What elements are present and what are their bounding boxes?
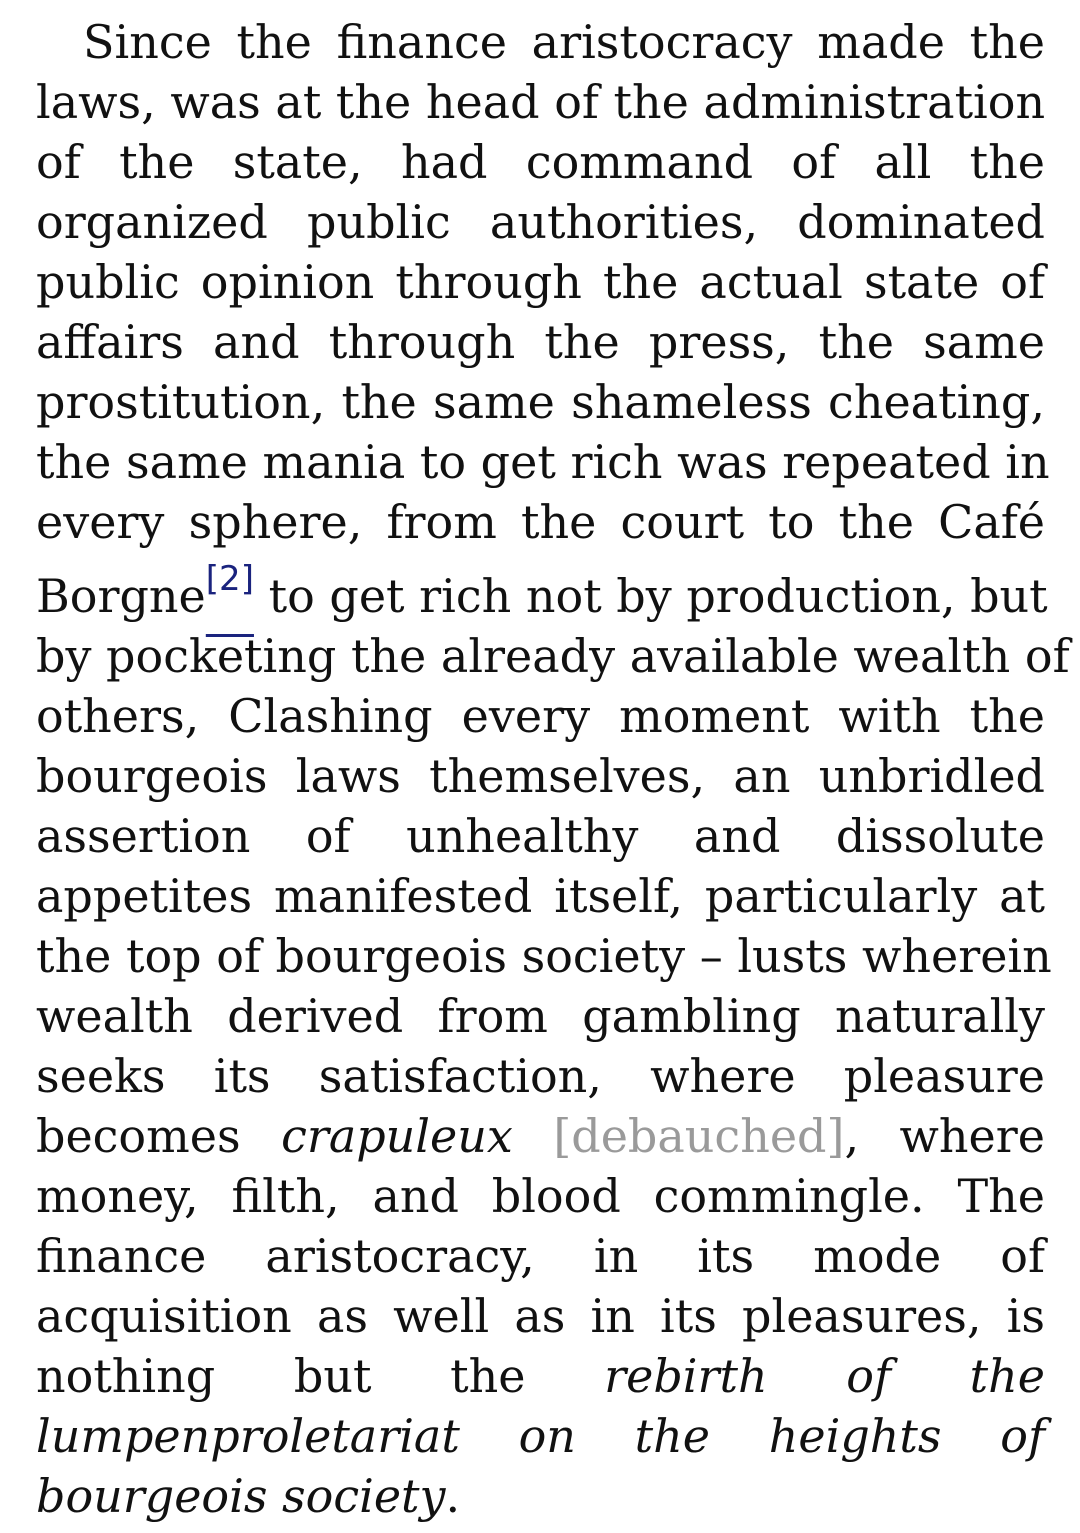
- text-line-with-footnote: [36, 552, 1048, 626]
- emphasis-text: rebirth of the: [604, 1349, 1045, 1403]
- text-line: the same mania to get rich was repeated in: [36, 435, 1050, 489]
- text-line: prostitution, the same shameless cheating,: [36, 375, 1045, 429]
- emphasis-line: lumpenproletariat on the heights of: [36, 1409, 1045, 1463]
- text-segment: to get rich not by production, but: [253, 569, 1048, 623]
- text-line: wealth derived from gambling naturally: [36, 989, 1045, 1043]
- text-line: organized public authorities, dominated: [36, 195, 1045, 249]
- text-line: the top of bourgeois society – lusts wherein: [36, 929, 1052, 983]
- text-line: [36, 1106, 1045, 1166]
- document-page: [36, 12, 1070, 1526]
- text-line: finance aristocracy, in its mode of: [36, 1229, 1045, 1283]
- text-segment: .: [445, 1469, 461, 1523]
- text-line: by pocketing the already available wealth of: [36, 629, 1070, 683]
- text-line: bourgeois laws themselves, an unbridled: [36, 749, 1045, 803]
- text-line: [36, 1466, 1045, 1526]
- text-line: others, Clashing every moment with the: [36, 689, 1045, 743]
- text-line: public opinion through the actual state of: [36, 255, 1045, 309]
- foreign-term: crapuleux: [281, 1109, 513, 1163]
- text-segment: , where: [844, 1109, 1045, 1163]
- text-line: assertion of unhealthy and dissolute: [36, 809, 1045, 863]
- translation-gloss: [debauched]: [512, 1109, 845, 1163]
- text-line: seeks its satisfaction, where pleasure: [36, 1049, 1045, 1103]
- text-segment: Borgne: [36, 569, 206, 623]
- text-line: affairs and through the press, the same: [36, 315, 1045, 369]
- text-line: laws, was at the head of the administration: [36, 75, 1046, 129]
- text-line: Since the finance aristocracy made the: [83, 15, 1045, 69]
- text-line: money, filth, and blood commingle. The: [36, 1169, 1045, 1223]
- text-segment: nothing but the: [36, 1349, 605, 1403]
- text-line: appetites manifested itself, particularly at: [36, 869, 1045, 923]
- text-line: [36, 1346, 1045, 1406]
- text-segment: becomes: [36, 1109, 282, 1163]
- text-line: every sphere, from the court to the Café: [36, 495, 1045, 549]
- text-line: of the state, had command of all the: [36, 135, 1045, 189]
- text-line: acquisition as well as in its pleasures, is: [36, 1289, 1045, 1343]
- footnote-link[interactable]: [2]: [205, 559, 254, 599]
- emphasis-text: bourgeois society: [36, 1469, 446, 1523]
